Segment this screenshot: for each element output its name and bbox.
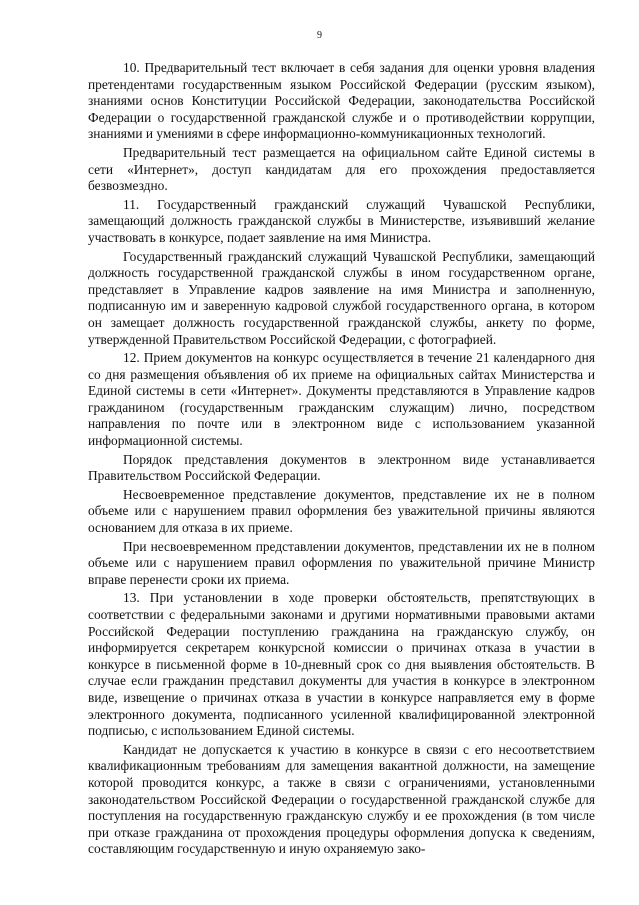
paragraph: Государственный гражданский служащий Чувашской Республики, замещающий должность государственной гражданской службы в ином государственном органе, представляет в Управление кадров заявление на имя Министра и заполненную, подписанную им и заверенную кадровой службой государственного органа, в котором он замещает должность государственной гражданской службы, анкету по форме, утвержденной Правительством Российской Федерации, с фотографией. — [88, 248, 595, 347]
page-number: 9 — [317, 30, 322, 41]
paragraph: 13. При установлении в ходе проверки обстоятельств, препятствующих в соответствии с федеральными законами и другими нормативными правовыми актами Российской Федерации поступлению гражданина на гражданскую службу, он информируется секретарем конкурсной комиссии о причинах отказа в участии в конкурсе в письменной форме в 10-дневный срок со дня выявления обстоятельств. В случае если гражданин представил документы для участия в конкурсе в электронном виде, извещение о причинах отказа в участии в конкурсе направляется ему в форме электронного документа, подписанного усиленной квалифицированной электронной подписью, с использованием Единой системы. — [88, 590, 595, 739]
paragraph: 11. Государственный гражданский служащий Чувашской Республики, замещающий должность гражданской службы в Министерстве, изъявивший желание участвовать в конкурсе, подает заявление на имя Министра. — [88, 196, 595, 245]
paragraph: 12. Прием документов на конкурс осуществляется в течение 21 календарного дня со дня размещения объявления об их приеме на официальных сайтах Министерства и Единой системы в сети «Интернет». Документы представляются в Управление кадров гражданином (государственным гражданским служащим) лично, посредством направления по почте или в электронном виде с использованием указанной информационной системы. — [88, 350, 595, 449]
paragraph: Кандидат не допускается к участию в конкурсе в связи с его несоответствием квалификационным требованиям для замещения вакантной должности, на замещение которой проводится конкурс, а также в связи с ограничениями, установленными законодательством Российской Федерации о государственной гражданской службе для поступления на государственную гражданскую службу и ее прохождения (в том числе при отказе гражданина от прохождения процедуры оформления допуска к сведениям, составляющим государственную и иную охраняемую зако- — [88, 741, 595, 857]
document-body — [88, 60, 595, 860]
paragraph: 10. Предварительный тест включает в себя задания для оценки уровня владения претендентами государственным языком Российской Федерации (русским языком), знаниями основ Конституции Российской Федерации, законодательства Российской Федерации о государственной гражданской службе и о противодействии коррупции, знаниями и умениями в сфере информационно-коммуникационных технологий. — [88, 60, 595, 142]
paragraph: Порядок представления документов в электронном виде устанавливается Правительством Российской Федерации. — [88, 451, 595, 484]
paragraph: Несвоевременное представление документов, представление их не в полном объеме или с нарушением правил оформления без уважительной причины являются основанием для отказа в их приеме. — [88, 486, 595, 536]
paragraph: При несвоевременном представлении документов, представлении их не в полном объеме или с нарушением правил оформления по уважительной причине Министр вправе перенести сроки их приема. — [88, 538, 595, 587]
paragraph: Предварительный тест размещается на официальном сайте Единой системы в сети «Интернет», доступ кандидатам для его прохождения предоставляется безвозмездно. — [88, 144, 595, 194]
